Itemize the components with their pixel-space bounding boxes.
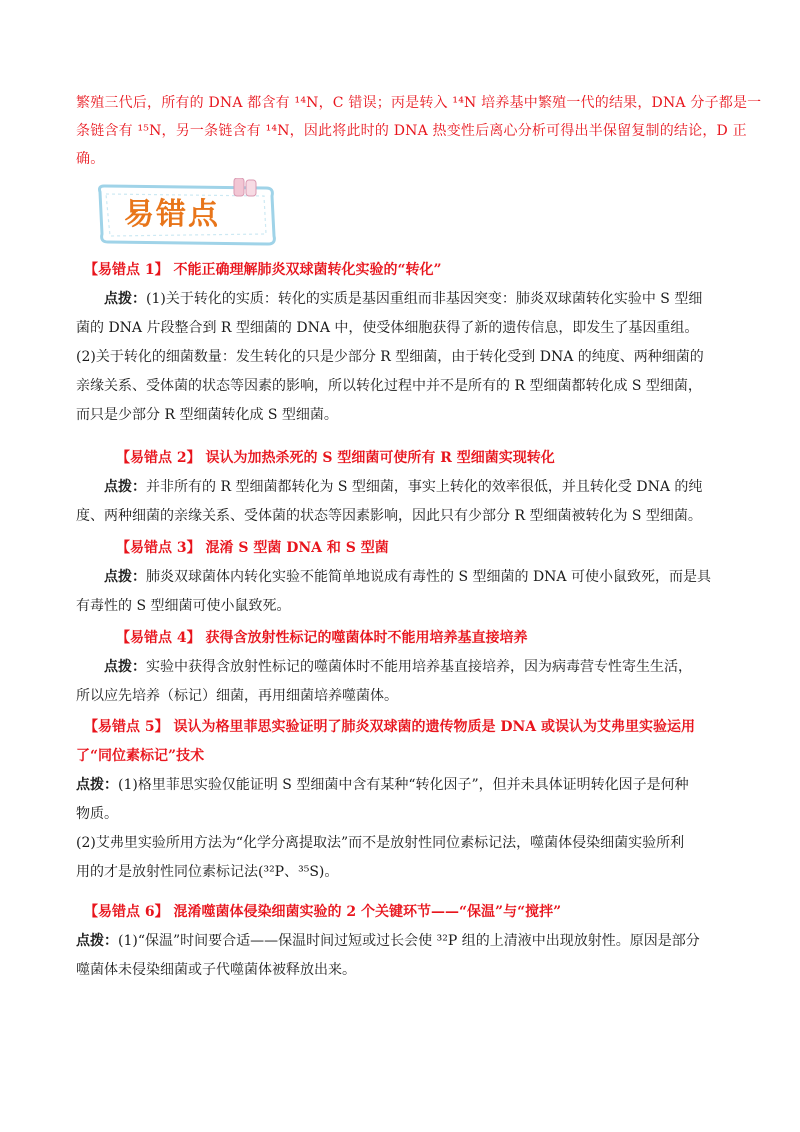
- banner-title: 易错点: [124, 197, 220, 232]
- tip-label: 点拨：: [104, 659, 146, 675]
- error-point-1: [76, 256, 726, 430]
- tip-label: 点拨：: [76, 933, 118, 949]
- tip-line: 点拨：肺炎双球菌体内转化实验不能简单地说成有毒性的 S 型细菌的 DNA 可使小鼠致死，而是具: [104, 569, 711, 585]
- error-point-heading: 【易错点 1】 不能正确理解肺炎双球菌转化实验的“转化”: [84, 262, 442, 278]
- tip-line: 亲缘关系、受体菌的状态等因素的影响，所以转化过程中并不是所有的 R 型细菌都转化成 S 型细菌，: [76, 378, 702, 394]
- tip-line: 点拨：(1)格里菲思实验仅能证明 S 型细菌中含有某种“转化因子”，但并未具体证明转化因子是何种: [76, 777, 689, 793]
- tip-line: (2)艾弗里实验所用方法为“化学分离提取法”而不是放射性同位素标记法，噬菌体侵染细菌实验所利: [76, 835, 685, 851]
- tip-label: 点拨：: [104, 291, 146, 307]
- tip-line: 点拨：(1)“保温”时间要合适——保温时间过短或过长会使 ³²P 组的上清液中出现放射性。原因是部分: [76, 933, 700, 949]
- tip-line: 物质。: [76, 806, 118, 822]
- tip-line: 度、两种细菌的亲缘关系、受体菌的状态等因素影响，因此只有少部分 R 型细菌被转化为 S 型细菌。: [76, 508, 702, 524]
- error-point-heading: 【易错点 4】 获得含放射性标记的噬菌体时不能用培养基直接培养: [116, 630, 528, 646]
- intro-line: 确。: [76, 151, 105, 167]
- error-point-4: [76, 624, 726, 711]
- tip-line: 菌的 DNA 片段整合到 R 型细菌的 DNA 中，使受体细胞获得了新的遗传信息，即发生了基因重组。: [76, 320, 699, 336]
- tip-label: 点拨：: [104, 569, 146, 585]
- intro-answer-text: [76, 89, 762, 173]
- error-point-5: [76, 713, 726, 887]
- tip-line: 而只是少部分 R 型细菌转化成 S 型细菌。: [76, 407, 338, 423]
- error-point-heading: 【易错点 5】 误认为格里菲思实验证明了肺炎双球菌的遗传物质是 DNA 或误认为艾弗里实验运用: [84, 719, 696, 735]
- tip-line: 点拨：并非所有的 R 型细菌都转化为 S 型细菌，事实上转化的效率很低，并且转化受 DNA 的纯: [104, 479, 703, 495]
- tip-label: 点拨：: [104, 479, 146, 495]
- tip-line: 点拨：(1)关于转化的实质：转化的实质是基因重组而非基因突变：肺炎双球菌转化实验中 S 型细: [104, 291, 703, 307]
- tip-line: (2)关于转化的细菌数量：发生转化的只是少部分 R 型细菌，由于转化受到 DNA 的纯度、两种细菌的: [76, 349, 704, 365]
- intro-line: 繁殖三代后，所有的 DNA 都含有 ¹⁴N，C 错误；丙是转入 ¹⁴N 培养基中繁殖一代的结果，DNA 分子都是一: [76, 95, 762, 111]
- error-point-heading: 【易错点 6】 混淆噬菌体侵染细菌实验的 2 个关键环节——“保温”与“搅拌”: [84, 904, 562, 920]
- error-point-heading-cont: 了“同位素标记”技术: [76, 748, 205, 764]
- error-point-heading: 【易错点 3】 混淆 S 型菌 DNA 和 S 型菌: [116, 540, 389, 556]
- error-point-6: [76, 898, 726, 985]
- error-point-3: [76, 534, 726, 621]
- error-point-heading: 【易错点 2】 误认为加热杀死的 S 型细菌可使所有 R 型细菌实现转化: [116, 450, 555, 466]
- tip-line: 有毒性的 S 型细菌可使小鼠致死。: [76, 598, 291, 614]
- tip-line: 点拨：实验中获得含放射性标记的噬菌体时不能用培养基直接培养，因为病毒营专性寄生生活，: [104, 659, 692, 675]
- section-banner: [94, 178, 284, 250]
- tip-line: 噬菌体未侵染细菌或子代噬菌体被释放出来。: [76, 962, 356, 978]
- tip-line: 用的才是放射性同位素标记法(³²P、³⁵S)。: [76, 864, 339, 880]
- tip-line: 所以应先培养（标记）细菌，再用细菌培养噬菌体。: [76, 688, 398, 704]
- intro-line: 条链含有 ¹⁵N，另一条链含有 ¹⁴N，因此将此时的 DNA 热变性后离心分析可得出半保留复制的结论，D 正: [76, 123, 747, 139]
- tip-label: 点拨：: [76, 777, 118, 793]
- error-point-2: [76, 444, 726, 531]
